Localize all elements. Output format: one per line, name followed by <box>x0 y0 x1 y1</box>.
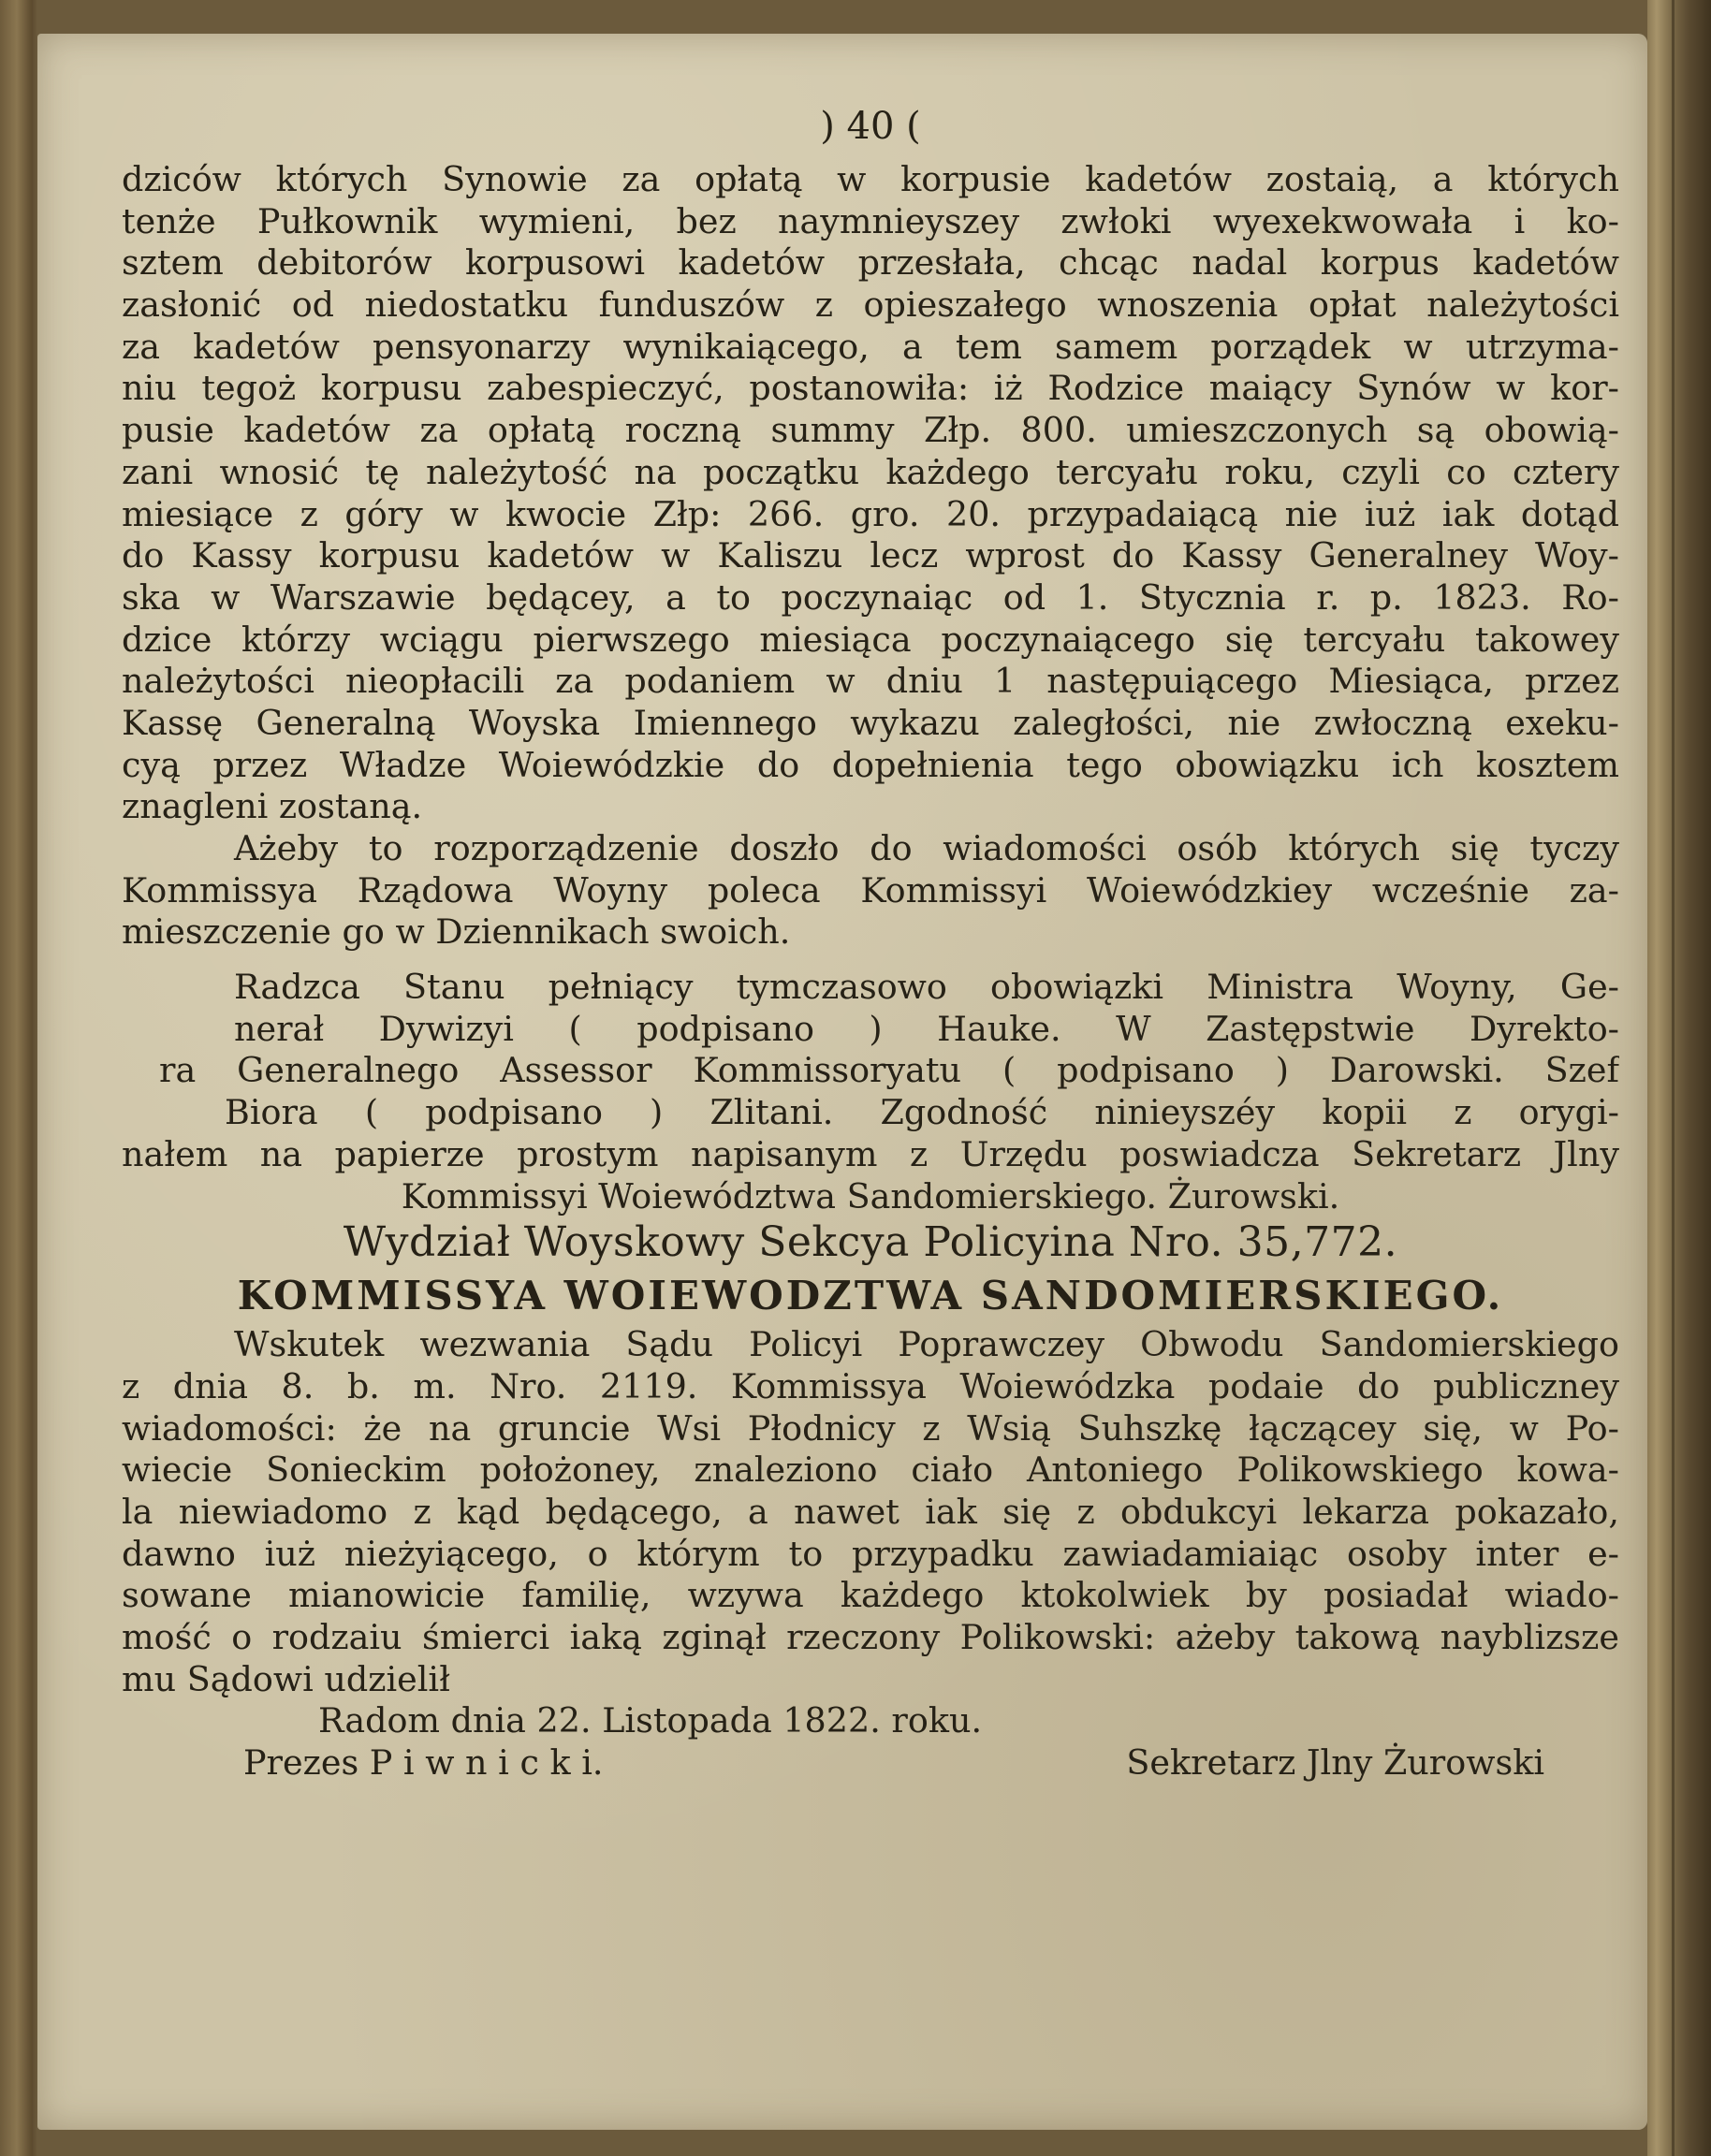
text-line: do Kassy korpusu kadetów w Kaliszu lecz wprost do Kassy Generalney Woy- <box>122 535 1619 576</box>
paragraph-publication <box>122 828 1619 954</box>
text-line: należytości nieopłacili za podaniem w dniu 1 następuiącego Miesiąca, przez <box>122 661 1619 702</box>
text-line: nałem na papierze prostym napisanym z Urzędu poswiadcza Sekretarz Jlny <box>122 1133 1619 1174</box>
text-line: dawno iuż nieżyiącego, o którym to przypadku zawiadamiaiąc osoby inter e- <box>122 1533 1619 1574</box>
text-line: cyą przez Władze Woiewódzkie do dopełnienia tego obowiązku ich kosztem <box>122 744 1619 785</box>
page-text <box>122 94 1619 1785</box>
page-number: ) 40 ( <box>820 105 921 148</box>
text-line: za kadetów pensyonarzy wynikaiącego, a tem samem porządek w utrzyma- <box>122 326 1619 367</box>
division-heading: Wydział Woyskowy Sekcya Policyina Nro. 35,772. <box>343 1218 1398 1267</box>
text-line: Wskutek wezwania Sądu Policyi Poprawczey Obwodu Sandomierskiego <box>234 1324 1619 1365</box>
text-line: Kommissya Rządowa Woyny poleca Kommissyi Woiewódzkiey wcześnie za- <box>122 869 1619 910</box>
date-line: Radom dnia 22. Listopada 1822. roku. <box>318 1700 983 1741</box>
paper-page <box>37 34 1647 2130</box>
text-line: Biora ( podpisano ) Zlitani. Zgodność ninieyszéy kopii z orygi- <box>225 1092 1619 1133</box>
paragraph-regulation <box>122 159 1619 828</box>
text-line: wiadomości: że na gruncie Wsi Płodnicy z Wsią Suhszkę łączącey się, w Po- <box>122 1407 1619 1449</box>
paragraph-notice <box>122 1324 1619 1700</box>
text-line: nerał Dywizyi ( podpisano ) Hauke. W Zastępstwie Dyrekto- <box>234 1008 1619 1049</box>
text-line: niu tegoż korpusu zabespieczyć, postanowiła: iż Rodzice maiący Synów w kor- <box>122 368 1619 409</box>
book-spine <box>1647 0 1711 2156</box>
text-line: z dnia 8. b. m. Nro. 2119. Kommissya Woiewódzka podaie do publiczney <box>122 1365 1619 1406</box>
commission-heading: KOMMISSYA WOIEWODZTWA SANDOMIERSKIEGO. <box>237 1273 1504 1319</box>
text-line: znagleni zostaną. <box>122 786 423 827</box>
closing-signatures <box>122 1742 1619 1785</box>
text-line: mieszczenie go w Dziennikach swoich. <box>122 911 791 953</box>
text-line: sowane mianowicie familię, wzywa każdego ktokolwiek by posiadał wiado- <box>122 1575 1619 1616</box>
text-line: dzice którzy wciągu pierwszego miesiąca poczynaiącego się tercyału takowey <box>122 619 1619 660</box>
text-line: pusie kadetów za opłatą roczną summy Złp. 800. umieszczonych są obowią- <box>122 410 1619 451</box>
text-line: zani wnosić tę należytość na początku każdego tercyału roku, czyli co cztery <box>122 451 1619 492</box>
text-line: tenże Pułkownik wymieni, bez naymnieyszey zwłoki wyexekwowała i ko- <box>122 200 1619 241</box>
text-line: la niewiadomo z kąd będącego, a nawet iak się z obdukcyi lekarza pokazało, <box>122 1491 1619 1532</box>
text-line: Kassę Generalną Woyska Imiennego wykazu zaległości, nie zwłoczną exeku- <box>122 702 1619 743</box>
text-line: Ażeby to rozporządzenie doszło do wiadomości osób których się tyczy <box>234 828 1619 868</box>
secretary-signature: Sekretarz Jlny Żurowski <box>1126 1742 1544 1784</box>
text-line: Kommissyi Woiewództwa Sandomierskiego. Żurowski. <box>401 1175 1340 1216</box>
text-line: Radzca Stanu pełniący tymczasowo obowiązki Ministra Woyny, Ge- <box>234 967 1619 1008</box>
president-signature: Prezes P i w n i c k i. <box>243 1742 604 1784</box>
text-line: mość o rodzaiu śmierci iaką zginął rzeczony Polikowski: ażeby takową nayblizsze <box>122 1617 1619 1657</box>
text-line: ra Generalnego Assessor Kommissoryatu ( podpisano ) Darowski. Szef <box>159 1050 1619 1091</box>
text-line: zasłonić od niedostatku funduszów z opieszałego wnoszenia opłat należytości <box>122 284 1619 326</box>
text-line: mu Sądowi udzielił <box>122 1658 450 1699</box>
text-line: dziców których Synowie za opłatą w korpusie kadetów zostaią, a których <box>122 159 1619 199</box>
text-line: wiecie Sonieckim położoney, znaleziono ciało Antoniego Polikowskiego kowa- <box>122 1449 1619 1491</box>
text-line: ska w Warszawie będącey, a to poczynaiąc od 1. Stycznia r. p. 1823. Ro- <box>122 576 1619 618</box>
text-line: miesiące z góry w kwocie Złp: 266. gro. 20. przypadaiącą nie iuż iak dotąd <box>122 493 1619 534</box>
text-line: sztem debitorów korpusowi kadetów przesłała, chcąc nadal korpus kadetów <box>122 242 1619 284</box>
signature-block <box>122 967 1619 1217</box>
